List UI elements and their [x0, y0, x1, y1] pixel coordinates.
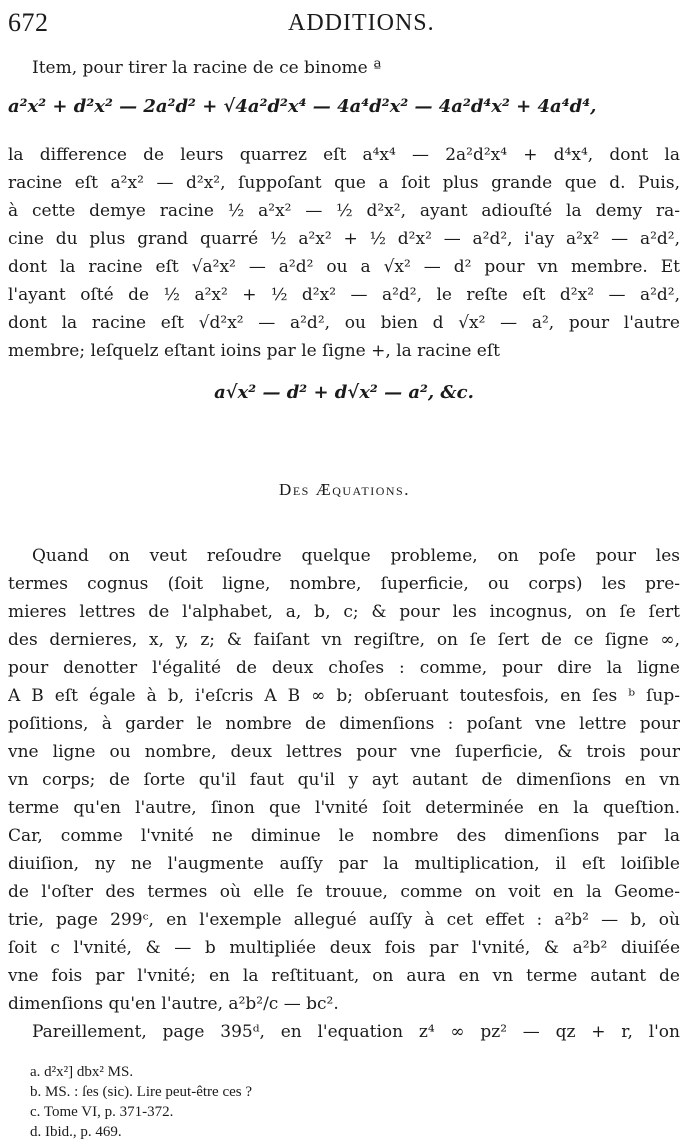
paragraph-line: la difference de leurs quarrez eſt a⁴x⁴ — 2a²d²x⁴ + d⁴x⁴, dont la	[8, 145, 680, 165]
paragraph-line: racine eſt a²x² — d²x², ſuppoſant que a ſoit plus grande que d. Puis,	[8, 173, 680, 193]
intro-line: Item, pour tirer la racine de ce binome ª	[32, 58, 382, 78]
paragraph-line: dont la racine eſt √a²x² — a²d² ou a √x² — d² pour vn membre. Et	[8, 257, 680, 277]
paragraph-line: à cette demye racine ½ a²x² — ½ d²x², ayant adiouſté la demy ra-	[8, 201, 680, 221]
paragraph-line: termes cognus (ſoit ligne, nombre, ſuperficie, ou corps) les pre-	[8, 574, 680, 594]
footnote: c. Tome VI, p. 371-372.	[30, 1104, 174, 1120]
paragraph-line: vne ligne ou nombre, deux lettres pour vne ſuperficie, & trois pour	[8, 742, 680, 762]
paragraph-line: terme qu'en l'autre, ſinon que l'vnité ſoit determinée en la queſtion.	[8, 798, 680, 818]
paragraph-line: ſoit c l'vnité, & — b multipliée deux fois par l'vnité, & a²b² diuiſée	[8, 938, 680, 958]
page-number: 672	[8, 8, 49, 37]
paragraph-line: trie, page 299ᶜ, en l'exemple allegué auſſy à cet effet : a²b² — b, où	[8, 910, 680, 930]
paragraph-line: vn corps; de ſorte qu'il faut qu'il y ayt autant de dimenſions en vn	[8, 770, 680, 790]
paragraph-line: poſitions, à garder le nombre de dimenſions : poſant vne lettre pour	[8, 714, 680, 734]
paragraph-line: A B eſt égale à b, i'eſcris A B ∞ b; obſeruant toutesfois, en ſes ᵇ ſup-	[8, 686, 680, 706]
paragraph-line: Quand on veut reſoudre quelque probleme, on poſe pour les	[32, 546, 680, 566]
binomial-formula: a²x² + d²x² — 2a²d² + √4a²d²x⁴ — 4a⁴d²x² — 4a²d⁴x² + 4a⁴d⁴,	[8, 96, 597, 117]
footnote: a. d²x²] dbx² MS.	[30, 1064, 134, 1080]
paragraph-line: des dernieres, x, y, z; & faiſant vn regiſtre, on ſe ſert de ce ſigne ∞,	[8, 630, 680, 650]
page-header	[8, 4, 680, 44]
paragraph-line: mieres lettres de l'alphabet, a, b, c; & pour les incognus, on ſe ſert	[8, 602, 680, 622]
paragraph-line: membre; leſquelz eſtant ioins par le ſigne +, la racine eſt	[8, 341, 500, 361]
paragraph-line: l'ayant oſté de ½ a²x² + ½ d²x² — a²d², le reſte eſt d²x² — a²d²,	[8, 285, 680, 305]
paragraph-line: Car, comme l'vnité ne diminue le nombre des dimenſions par la	[8, 826, 680, 846]
paragraph-line: dont la racine eſt √d²x² — a²d², ou bien d √x² — a², pour l'autre	[8, 313, 680, 333]
result-formula: a√x² — d² + d√x² — a², &c.	[214, 382, 474, 403]
paragraph-line: pour denotter l'égalité de deux choſes : comme, pour dire la ligne	[8, 658, 680, 678]
paragraph-line: Pareillement, page 395ᵈ, en l'equation z⁴ ∞ pz² — qz + r, l'on	[32, 1022, 680, 1042]
paragraph-line: dimenſions qu'en l'autre, a²b²/c — bc².	[8, 994, 339, 1014]
paragraph-line: de l'oſter des termes où elle ſe trouue, comme on voit en la Geome-	[8, 882, 680, 902]
footnote: b. MS. : ſes (sic). Lire peut-être ces ?	[30, 1084, 253, 1100]
section-title: Des Æquations.	[279, 480, 410, 499]
paragraph-line: cine du plus grand quarré ½ a²x² + ½ d²x² — a²d², i'ay a²x² — a²d²,	[8, 229, 680, 249]
paragraph-line: diuiſion, ny ne l'augmente auſſy par la multiplication, il eſt loiſible	[8, 854, 680, 874]
running-head: ADDITIONS.	[288, 10, 435, 36]
footnote: d. Ibid., p. 469.	[30, 1124, 122, 1140]
paragraph-line: vne fois par l'vnité; en la reſtituant, on aura en vn terme autant de	[8, 966, 680, 986]
